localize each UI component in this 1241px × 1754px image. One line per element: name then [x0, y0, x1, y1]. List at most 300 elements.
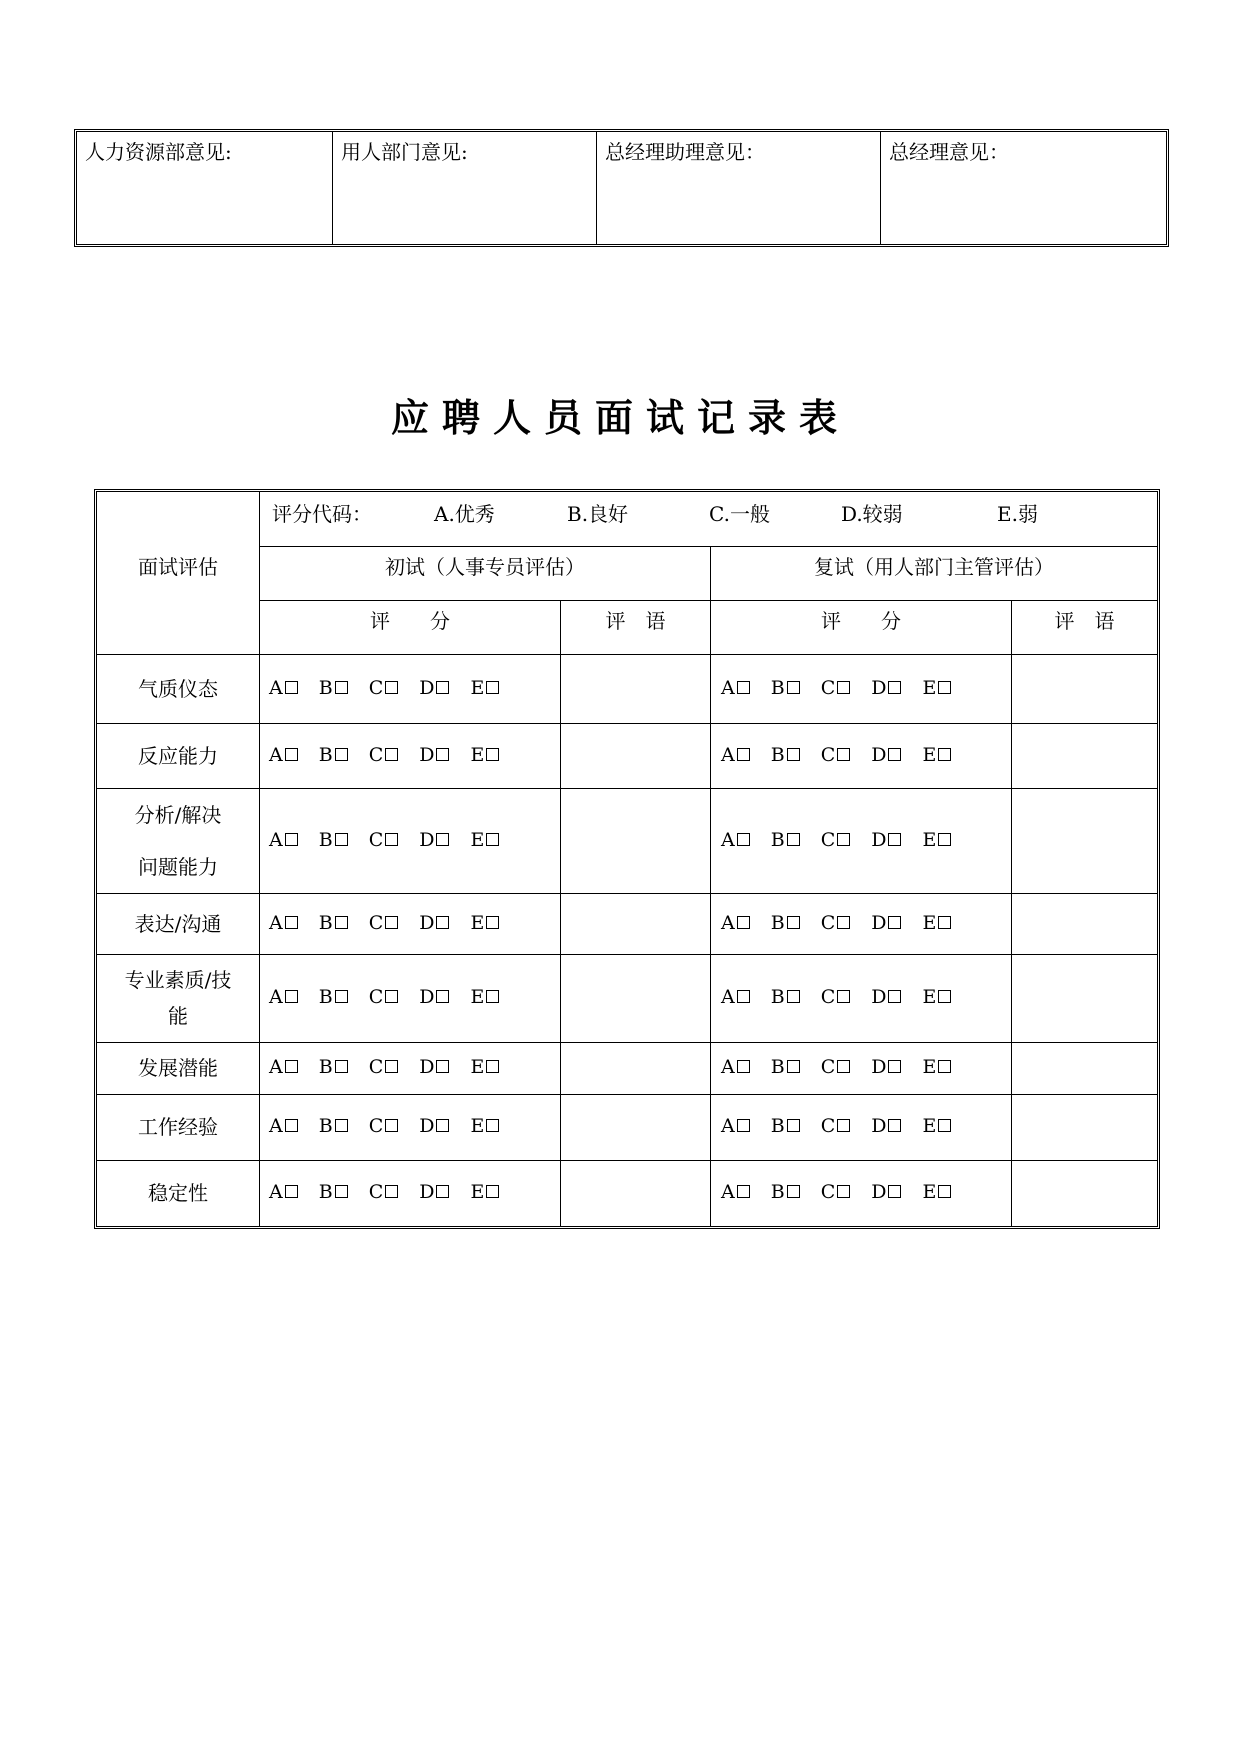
checkbox-icon[interactable] [285, 681, 298, 694]
rating-option-d[interactable] [419, 743, 449, 767]
approval-table [74, 129, 1169, 247]
checkbox-icon[interactable] [787, 990, 800, 1003]
gm-opinion-label: 总经理意见： [889, 140, 1009, 164]
rating-option-e[interactable] [470, 676, 499, 700]
rating-option-e[interactable] [470, 1055, 499, 1079]
checkbox-icon[interactable] [285, 1119, 298, 1132]
rating-option-letter: D [871, 911, 887, 934]
checkbox-icon[interactable] [787, 833, 800, 846]
rating-option-c[interactable] [821, 676, 851, 700]
comment-cell-second[interactable] [1012, 1161, 1157, 1226]
checkbox-icon[interactable] [385, 916, 398, 929]
checkbox-icon[interactable] [888, 681, 901, 694]
checkbox-icon[interactable] [737, 1060, 750, 1073]
rating-option-letter: E [470, 743, 485, 766]
rating-option-letter: C [820, 1056, 836, 1078]
rating-option-letter: D [871, 986, 887, 1008]
rating-option-b[interactable] [771, 1180, 800, 1204]
checkbox-icon[interactable] [486, 1185, 499, 1198]
checkbox-icon[interactable] [737, 681, 750, 694]
comment-header-first: 评 语 [605, 609, 666, 633]
rating-group-first [269, 743, 499, 767]
rating-option-letter: C [368, 743, 384, 766]
checkbox-icon[interactable] [938, 916, 951, 929]
comment-cell-first[interactable] [561, 655, 710, 723]
checkbox-icon[interactable] [486, 681, 499, 694]
checkbox-icon[interactable] [837, 1060, 850, 1073]
rating-option-letter: A [721, 743, 735, 766]
checkbox-icon[interactable] [737, 1185, 750, 1198]
rating-option-letter: D [871, 743, 887, 766]
criterion-label [97, 912, 259, 936]
rating-option-e[interactable] [922, 1180, 951, 1204]
rating-option-b[interactable] [319, 1114, 348, 1138]
comment-cell-second[interactable] [1012, 955, 1157, 1042]
criterion-label [97, 962, 259, 1034]
checkbox-icon[interactable] [938, 1060, 951, 1073]
checkbox-icon[interactable] [938, 833, 951, 846]
rating-option-letter: B [770, 1181, 785, 1203]
checkbox-icon[interactable] [385, 990, 398, 1003]
rating-option-letter: C [820, 1181, 836, 1203]
legend-b: B.良好 [567, 502, 629, 526]
rating-option-c[interactable] [369, 676, 399, 700]
second-round-header: 复试（用人部门主管评估） [814, 555, 1054, 579]
rating-option-letter: D [419, 1056, 435, 1078]
rating-option-e[interactable] [922, 828, 951, 852]
divider-line [259, 600, 1157, 601]
rating-option-d[interactable] [871, 911, 901, 935]
rating-option-a[interactable] [269, 911, 298, 935]
comment-cell-second[interactable] [1012, 655, 1157, 723]
rating-group-first [269, 828, 499, 852]
gm-opinion-cell[interactable] [881, 132, 1166, 244]
rating-option-b[interactable] [771, 828, 800, 852]
rating-group-second [721, 676, 951, 700]
comment-cell-second[interactable] [1012, 724, 1157, 788]
rating-option-letter: C [368, 828, 384, 851]
rating-option-letter: A [269, 676, 283, 699]
checkbox-icon[interactable] [787, 1060, 800, 1073]
rating-option-b[interactable] [771, 911, 800, 935]
rating-option-letter: C [368, 1181, 384, 1203]
rating-option-letter: E [470, 828, 485, 851]
criterion-line1: 分析/解决 [134, 802, 222, 827]
checkbox-icon[interactable] [486, 833, 499, 846]
rating-option-c[interactable] [369, 1180, 399, 1204]
rating-option-letter: B [318, 1056, 333, 1078]
rating-option-letter: D [871, 828, 887, 851]
rating-option-b[interactable] [319, 828, 348, 852]
rating-option-c[interactable] [369, 1114, 399, 1138]
rating-group-second [721, 985, 951, 1009]
rating-group-second [721, 743, 951, 767]
rating-option-c[interactable] [821, 1114, 851, 1138]
rating-option-d[interactable] [871, 676, 901, 700]
rating-option-letter: A [721, 1056, 735, 1078]
rating-group-second [721, 911, 951, 935]
checkbox-icon[interactable] [385, 1119, 398, 1132]
rating-option-letter: E [922, 743, 937, 766]
rating-option-c[interactable] [821, 911, 851, 935]
rating-option-b[interactable] [771, 1055, 800, 1079]
score-header-second: 评 分 [821, 609, 901, 633]
dept-opinion-label: 用人部门意见: [341, 140, 468, 164]
rating-option-e[interactable] [470, 1180, 499, 1204]
rating-option-letter: C [368, 676, 384, 699]
rating-option-letter: B [770, 1056, 785, 1078]
checkbox-icon[interactable] [888, 1119, 901, 1132]
rating-option-a[interactable] [721, 1114, 750, 1138]
first-round-header: 初试（人事专员评估） [385, 555, 585, 579]
rating-option-c[interactable] [369, 985, 399, 1009]
checkbox-icon[interactable] [385, 1185, 398, 1198]
rating-option-letter: D [871, 676, 887, 699]
criterion-line1: 发展潜能 [138, 1056, 218, 1080]
checkbox-icon[interactable] [888, 1060, 901, 1073]
checkbox-icon[interactable] [436, 1119, 449, 1132]
rating-group-first [269, 1114, 499, 1138]
rating-option-d[interactable] [419, 911, 449, 935]
checkbox-icon[interactable] [436, 990, 449, 1003]
checkbox-icon[interactable] [385, 681, 398, 694]
rating-option-e[interactable] [922, 1055, 951, 1079]
rating-option-letter: D [419, 743, 435, 766]
rating-option-b[interactable] [771, 676, 800, 700]
checkbox-icon[interactable] [385, 833, 398, 846]
rating-option-letter: B [770, 1115, 785, 1137]
rating-option-letter: D [419, 986, 435, 1008]
rating-option-c[interactable] [821, 1055, 851, 1079]
rating-option-letter: E [922, 1056, 937, 1078]
rating-group-first [269, 985, 499, 1009]
checkbox-icon[interactable] [888, 1185, 901, 1198]
rating-option-a[interactable] [269, 985, 298, 1009]
rating-option-a[interactable] [721, 1180, 750, 1204]
checkbox-icon[interactable] [938, 990, 951, 1003]
rating-option-letter: B [318, 676, 333, 699]
rating-option-letter: B [770, 828, 785, 851]
checkbox-icon[interactable] [335, 1119, 348, 1132]
rating-option-a[interactable] [721, 743, 750, 767]
section-label: 面试评估 [138, 555, 218, 579]
rating-option-letter: B [318, 911, 333, 934]
rating-option-letter: E [922, 1181, 937, 1203]
checkbox-icon[interactable] [335, 990, 348, 1003]
rating-option-letter: B [770, 986, 785, 1008]
criterion-label [97, 1181, 259, 1205]
rating-option-letter: C [820, 911, 836, 934]
rating-option-b[interactable] [771, 1114, 800, 1138]
rating-option-e[interactable] [922, 676, 951, 700]
rating-option-e[interactable] [470, 911, 499, 935]
criterion-line1: 工作经验 [138, 1115, 218, 1139]
rating-option-e[interactable] [922, 743, 951, 767]
rating-option-letter: E [470, 986, 485, 1008]
rating-option-e[interactable] [470, 828, 499, 852]
checkbox-icon[interactable] [938, 748, 951, 761]
checkbox-icon[interactable] [787, 748, 800, 761]
rating-option-letter: A [721, 828, 735, 851]
rating-option-a[interactable] [721, 828, 750, 852]
rating-option-letter: C [820, 743, 836, 766]
rating-group-first [269, 676, 499, 700]
rating-option-letter: E [470, 676, 485, 699]
comment-cell-first[interactable] [561, 1095, 710, 1160]
rating-group-second [721, 1180, 951, 1204]
dept-opinion-cell[interactable] [333, 132, 597, 244]
rating-option-d[interactable] [419, 676, 449, 700]
rating-option-a[interactable] [269, 743, 298, 767]
checkbox-icon[interactable] [285, 990, 298, 1003]
rating-option-letter: A [721, 911, 735, 934]
rating-option-letter: A [721, 676, 735, 699]
rating-option-e[interactable] [470, 1114, 499, 1138]
asst-gm-opinion-cell[interactable] [597, 132, 881, 244]
rating-option-e[interactable] [922, 911, 951, 935]
rating-option-d[interactable] [871, 828, 901, 852]
checkbox-icon[interactable] [888, 990, 901, 1003]
rating-option-letter: B [318, 828, 333, 851]
score-header-first: 评 分 [370, 609, 450, 633]
rating-option-a[interactable] [721, 676, 750, 700]
checkbox-icon[interactable] [938, 681, 951, 694]
rating-option-letter: A [269, 828, 283, 851]
rating-option-letter: C [368, 911, 384, 934]
checkbox-icon[interactable] [888, 916, 901, 929]
rating-group-second [721, 1055, 951, 1079]
checkbox-icon[interactable] [285, 833, 298, 846]
comment-cell-first[interactable] [561, 1043, 710, 1094]
rating-option-letter: D [419, 828, 435, 851]
checkbox-icon[interactable] [486, 916, 499, 929]
hr-opinion-cell[interactable] [77, 132, 333, 244]
checkbox-icon[interactable] [737, 748, 750, 761]
rating-option-letter: A [269, 1115, 283, 1137]
rating-group-second [721, 1114, 951, 1138]
checkbox-icon[interactable] [486, 748, 499, 761]
rating-option-c[interactable] [821, 1180, 851, 1204]
rating-option-letter: B [770, 911, 785, 934]
checkbox-icon[interactable] [737, 833, 750, 846]
comment-cell-second[interactable] [1012, 894, 1157, 954]
rating-option-letter: C [820, 676, 836, 699]
checkbox-icon[interactable] [837, 681, 850, 694]
checkbox-icon[interactable] [787, 916, 800, 929]
rating-option-e[interactable] [922, 1114, 951, 1138]
criterion-line1: 表达/沟通 [134, 911, 222, 936]
rating-option-c[interactable] [821, 828, 851, 852]
criterion-label [97, 677, 259, 701]
rating-option-letter: D [419, 676, 435, 699]
rating-option-letter: E [922, 676, 937, 699]
rating-group-first [269, 1055, 499, 1079]
rating-option-d[interactable] [419, 1055, 449, 1079]
rating-option-letter: E [922, 911, 937, 934]
checkbox-icon[interactable] [486, 990, 499, 1003]
rating-option-d[interactable] [419, 985, 449, 1009]
checkbox-icon[interactable] [837, 916, 850, 929]
rating-option-b[interactable] [319, 676, 348, 700]
checkbox-icon[interactable] [436, 1185, 449, 1198]
checkbox-icon[interactable] [737, 990, 750, 1003]
rating-option-d[interactable] [871, 985, 901, 1009]
rating-option-c[interactable] [369, 828, 399, 852]
criterion-label [97, 1056, 259, 1080]
hr-opinion-label: 人力资源部意见: [85, 140, 232, 164]
rating-option-letter: E [922, 828, 937, 851]
comment-cell-second[interactable] [1012, 1043, 1157, 1094]
legend-a: A.优秀 [434, 502, 495, 526]
checkbox-icon[interactable] [787, 1119, 800, 1132]
checkbox-icon[interactable] [335, 833, 348, 846]
checkbox-icon[interactable] [335, 1060, 348, 1073]
criterion-line1: 稳定性 [148, 1181, 208, 1205]
checkbox-icon[interactable] [737, 916, 750, 929]
rating-option-b[interactable] [319, 1055, 348, 1079]
checkbox-icon[interactable] [938, 1119, 951, 1132]
rating-option-a[interactable] [269, 1114, 298, 1138]
rating-option-c[interactable] [369, 743, 399, 767]
legend-d: D.较弱 [841, 502, 903, 526]
rating-option-b[interactable] [771, 985, 800, 1009]
criterion-label [97, 789, 259, 893]
rating-option-d[interactable] [871, 1055, 901, 1079]
rating-option-a[interactable] [721, 911, 750, 935]
legend-c: C.一般 [709, 502, 770, 526]
rating-group-second [721, 828, 951, 852]
checkbox-icon[interactable] [737, 1119, 750, 1132]
rating-option-d[interactable] [419, 828, 449, 852]
rating-option-a[interactable] [721, 985, 750, 1009]
rating-option-e[interactable] [922, 985, 951, 1009]
rating-option-letter: A [269, 1056, 283, 1078]
rating-option-c[interactable] [821, 743, 851, 767]
checkbox-icon[interactable] [335, 1185, 348, 1198]
rating-option-b[interactable] [771, 743, 800, 767]
rating-option-d[interactable] [419, 1114, 449, 1138]
checkbox-icon[interactable] [385, 748, 398, 761]
checkbox-icon[interactable] [335, 916, 348, 929]
rating-option-a[interactable] [269, 1180, 298, 1204]
comment-header-second: 评 语 [1054, 609, 1115, 633]
rating-option-c[interactable] [821, 985, 851, 1009]
criterion-line2: 问题能力 [138, 854, 218, 879]
rating-option-e[interactable] [470, 985, 499, 1009]
rating-option-letter: D [419, 1115, 435, 1137]
rating-option-a[interactable] [269, 1055, 298, 1079]
checkbox-icon[interactable] [335, 681, 348, 694]
rating-option-letter: C [820, 1115, 836, 1137]
checkbox-icon[interactable] [285, 1185, 298, 1198]
rating-option-b[interactable] [319, 985, 348, 1009]
criterion-line2: 能 [168, 1004, 188, 1028]
rating-option-letter: E [922, 1115, 937, 1137]
rating-option-a[interactable] [721, 1055, 750, 1079]
rating-option-b[interactable] [319, 743, 348, 767]
page-title: 应聘人员面试记录表 [390, 395, 850, 440]
checkbox-icon[interactable] [486, 1119, 499, 1132]
rating-option-letter: A [269, 986, 283, 1008]
divider-line [259, 546, 1157, 547]
comment-cell-first[interactable] [561, 894, 710, 954]
checkbox-icon[interactable] [436, 833, 449, 846]
rating-option-letter: C [368, 1056, 384, 1078]
checkbox-icon[interactable] [285, 916, 298, 929]
rating-option-d[interactable] [871, 1114, 901, 1138]
checkbox-icon[interactable] [787, 1185, 800, 1198]
checkbox-icon[interactable] [486, 1060, 499, 1073]
rating-option-letter: B [318, 1181, 333, 1203]
rating-option-d[interactable] [871, 1180, 901, 1204]
rating-option-a[interactable] [269, 676, 298, 700]
criterion-label [97, 1115, 259, 1139]
checkbox-icon[interactable] [938, 1185, 951, 1198]
rating-option-letter: D [871, 1181, 887, 1203]
checkbox-icon[interactable] [837, 833, 850, 846]
rating-group-first [269, 911, 499, 935]
rating-option-letter: A [269, 1181, 283, 1203]
comment-cell-second[interactable] [1012, 789, 1157, 893]
rating-option-c[interactable] [369, 1055, 399, 1079]
checkbox-icon[interactable] [837, 1119, 850, 1132]
rating-option-letter: B [770, 676, 785, 699]
rating-option-letter: E [470, 1115, 485, 1137]
checkbox-icon[interactable] [385, 1060, 398, 1073]
divider-line [710, 546, 711, 1226]
rating-option-letter: C [820, 828, 836, 851]
rating-option-letter: D [419, 911, 435, 934]
rating-option-letter: A [721, 1115, 735, 1137]
rating-option-letter: D [871, 1056, 887, 1078]
checkbox-icon[interactable] [335, 748, 348, 761]
checkbox-icon[interactable] [888, 833, 901, 846]
comment-cell-first[interactable] [561, 955, 710, 1042]
checkbox-icon[interactable] [787, 681, 800, 694]
checkbox-icon[interactable] [837, 748, 850, 761]
asst-gm-opinion-label: 总经理助理意见： [605, 140, 765, 164]
criterion-line1: 反应能力 [138, 743, 218, 768]
comment-cell-first[interactable] [561, 789, 710, 893]
rating-option-e[interactable] [470, 743, 499, 767]
checkbox-icon[interactable] [436, 916, 449, 929]
rating-option-d[interactable] [871, 743, 901, 767]
checkbox-icon[interactable] [436, 1060, 449, 1073]
checkbox-icon[interactable] [436, 748, 449, 761]
rating-option-b[interactable] [319, 911, 348, 935]
checkbox-icon[interactable] [285, 748, 298, 761]
rating-option-d[interactable] [419, 1180, 449, 1204]
comment-cell-second[interactable] [1012, 1095, 1157, 1160]
comment-cell-first[interactable] [561, 1161, 710, 1226]
checkbox-icon[interactable] [837, 1185, 850, 1198]
rating-option-letter: A [269, 911, 283, 934]
rating-option-letter: C [368, 1115, 384, 1137]
legend-label: 评分代码： [272, 502, 372, 526]
rating-option-letter: E [922, 986, 937, 1008]
comment-cell-first[interactable] [561, 724, 710, 788]
rating-option-letter: A [269, 743, 283, 766]
rating-option-b[interactable] [319, 1180, 348, 1204]
rating-option-a[interactable] [269, 828, 298, 852]
rating-option-c[interactable] [369, 911, 399, 935]
checkbox-icon[interactable] [888, 748, 901, 761]
checkbox-icon[interactable] [436, 681, 449, 694]
rating-option-letter: D [871, 1115, 887, 1137]
rating-option-letter: C [820, 986, 836, 1008]
checkbox-icon[interactable] [837, 990, 850, 1003]
checkbox-icon[interactable] [285, 1060, 298, 1073]
